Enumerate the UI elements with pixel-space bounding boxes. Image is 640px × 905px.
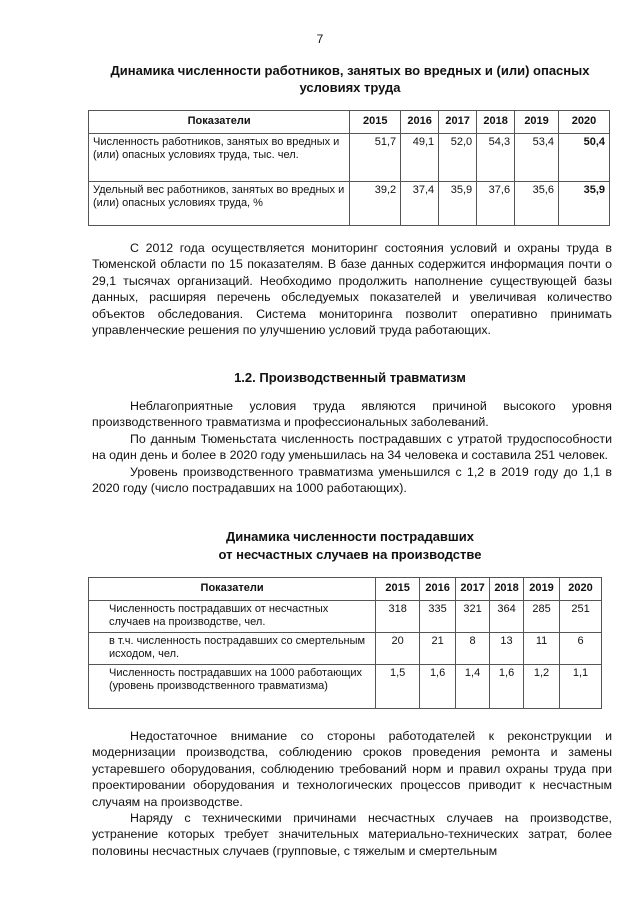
- header-2019: 2019: [524, 578, 560, 601]
- cell-value: 54,3: [477, 133, 515, 181]
- header-2018: 2018: [490, 578, 524, 601]
- header-2015: 2015: [350, 111, 401, 134]
- table2-title-line2: от несчастных случаев на производстве: [218, 547, 482, 562]
- cell-value: 6: [560, 632, 602, 664]
- paragraph-conditions: Неблагоприятные условия труда являются причиной высокого уровня производственного травматизма и профессиональных заболеваний.: [92, 399, 612, 430]
- page-number: 7: [316, 32, 324, 46]
- row-label: в т.ч. численность пострадавших со смертельным исходом, чел.: [89, 632, 376, 664]
- cell-value: 49,1: [401, 133, 439, 181]
- cell-value: 321: [456, 600, 490, 632]
- cell-value: 53,4: [515, 133, 559, 181]
- cell-value: 335: [420, 600, 456, 632]
- cell-value: 1,2: [524, 664, 560, 708]
- cell-value: 8: [456, 632, 490, 664]
- table-header-row: [89, 578, 602, 601]
- cell-value: 1,4: [456, 664, 490, 708]
- row-label: Удельный вес работников, занятых во вредных и (или) опасных условиях труда, %: [89, 181, 350, 225]
- cell-value: 1,6: [490, 664, 524, 708]
- table-row: [89, 632, 602, 664]
- paragraph-injury-level: Уровень производственного травматизма уменьшился с 1,2 в 2019 году до 1,1 в 2020 году (число пострадавших на 1000 работающих).: [92, 464, 612, 496]
- header-2019: 2019: [515, 111, 559, 134]
- section-heading: 1.2. Производственный травматизм: [234, 370, 466, 385]
- cell-value: 251: [560, 600, 602, 632]
- cell-value: 11: [524, 632, 560, 664]
- cell-value: 21: [420, 632, 456, 664]
- header-2016: 2016: [420, 578, 456, 601]
- cell-value: 35,9: [559, 181, 610, 225]
- cell-value: 285: [524, 600, 560, 632]
- table-row: [89, 181, 610, 225]
- cell-value: 37,4: [401, 181, 439, 225]
- injury-paragraphs: [92, 398, 612, 496]
- table1-title: [84, 62, 616, 96]
- causes-paragraphs: [92, 728, 612, 859]
- paragraph-technical-causes: Наряду с техническими причинами несчастных случаев на производстве, устранение которых требует значительных материально-технических затрат, более половины несчастных случаев (групповые, с тяжелым и смертельным: [92, 811, 612, 858]
- cell-value: 35,9: [439, 181, 477, 225]
- header-2018: 2018: [477, 111, 515, 134]
- cell-value: 1,6: [420, 664, 456, 708]
- paragraph-monitoring: С 2012 года осуществляется мониторинг состояния условий и охраны труда в Тюменской области по 15 показателям. В базе данных содержится информация почти о 29,1 тысячах организаций. Необходимо продолжить наполнение существующей базы данных, расширяя перечень обследуемых показателей и увеличивая количество объектов обследования. Система мониторинга позволит оперативно принимать управленческие решения по улучшению условий труда работающих.: [92, 241, 612, 338]
- table-row: [89, 133, 610, 181]
- cell-value: 1,1: [560, 664, 602, 708]
- header-2017: 2017: [439, 111, 477, 134]
- header-indicators: Показатели: [89, 578, 376, 601]
- monitoring-paragraph: [92, 240, 612, 338]
- cell-value: 318: [376, 600, 420, 632]
- accident-victims-table: [88, 577, 602, 709]
- table1-title-line1: Динамика численности работников, занятых во вредных и (или) опасных: [110, 63, 590, 78]
- cell-value: 51,7: [350, 133, 401, 181]
- cell-value: 364: [490, 600, 524, 632]
- table1-title-line2: условиях труда: [299, 80, 401, 95]
- cell-value: 37,6: [477, 181, 515, 225]
- header-2016: 2016: [401, 111, 439, 134]
- header-indicators: Показатели: [89, 111, 350, 134]
- cell-value: 50,4: [559, 133, 610, 181]
- cell-value: 13: [490, 632, 524, 664]
- paragraph-rosstat: По данным Тюменьстата численность пострадавших с утратой трудоспособности на один день и более в 2020 году уменьшилась на 34 человека и составила 251 человек.: [92, 431, 612, 463]
- cell-value: 39,2: [350, 181, 401, 225]
- row-label: Численность работников, занятых во вредных и (или) опасных условиях труда, тыс. чел.: [89, 133, 350, 181]
- header-2017: 2017: [456, 578, 490, 601]
- header-2020: 2020: [560, 578, 602, 601]
- cell-value: 20: [376, 632, 420, 664]
- table2-title-line1: Динамика численности пострадавших: [226, 529, 474, 544]
- workers-hazardous-table: [88, 110, 610, 226]
- row-label: Численность пострадавших на 1000 работающих (уровень производственного травматизма): [89, 664, 376, 708]
- header-2020: 2020: [559, 111, 610, 134]
- paragraph-employers: Недостаточное внимание со стороны работодателей к реконструкции и модернизации производства, соблюдению сроков проведения ремонта и замены устаревшего оборудования, соблюдению требований норм и правил охраны труда при проектировании оборудования и технологических процессов приводит к несчастным случаям на производстве.: [92, 729, 612, 809]
- header-2015: 2015: [376, 578, 420, 601]
- table-header-row: [89, 111, 610, 134]
- table-row: [89, 664, 602, 708]
- cell-value: 1,5: [376, 664, 420, 708]
- table-row: [89, 600, 602, 632]
- row-label: Численность пострадавших от несчастных случаев на производстве, чел.: [89, 600, 376, 632]
- table2-title: [90, 528, 610, 564]
- cell-value: 35,6: [515, 181, 559, 225]
- cell-value: 52,0: [439, 133, 477, 181]
